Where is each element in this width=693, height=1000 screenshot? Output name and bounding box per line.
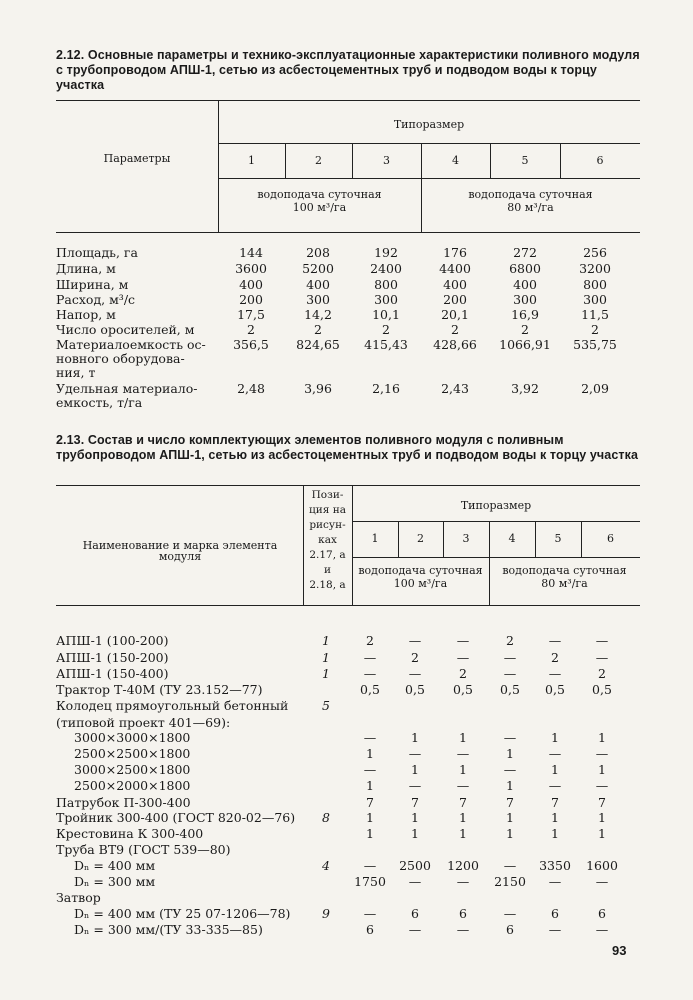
table2-cell: — bbox=[503, 730, 517, 745]
table2-row-label: 2500×2500×1800 bbox=[74, 746, 191, 761]
table1-cell: 2 bbox=[247, 322, 255, 337]
table1-cell: 415,43 bbox=[364, 337, 408, 352]
table2-cell: 1 bbox=[598, 810, 606, 825]
table1-cell: 2 bbox=[521, 322, 529, 337]
table2-size-header: 5 bbox=[554, 532, 562, 545]
table1-cell: 256 bbox=[583, 245, 607, 260]
table2-row-label: Крестовина К 300-400 bbox=[56, 826, 204, 841]
table1-cell: 4400 bbox=[439, 261, 471, 276]
table1-cell: 3600 bbox=[235, 261, 267, 276]
table1-cell: 400 bbox=[443, 277, 467, 292]
table2-header-bottom-rule bbox=[56, 605, 640, 606]
table1-cell: 272 bbox=[513, 245, 537, 260]
table2-cell: 2 bbox=[506, 633, 514, 648]
table1-cell: 6800 bbox=[509, 261, 541, 276]
table2-cell: 1 bbox=[506, 826, 514, 841]
table2-size-header: 4 bbox=[508, 532, 516, 545]
table2-cell: 1 bbox=[459, 730, 467, 745]
table2-cell: — bbox=[548, 874, 562, 889]
table2-cell: 1750 bbox=[354, 874, 386, 889]
table1-cell: 300 bbox=[513, 292, 537, 307]
table2-cell: 6 bbox=[598, 906, 606, 921]
table1-row-label: Материалоемкость ос- bbox=[56, 337, 206, 352]
table2-cell: 1 bbox=[411, 762, 419, 777]
table1-cell: 400 bbox=[306, 277, 330, 292]
table2-cell: 1 bbox=[459, 826, 467, 841]
table1-cell: 300 bbox=[306, 292, 330, 307]
table2-sizes-rule bbox=[352, 557, 640, 558]
table2-cell: — bbox=[363, 650, 377, 665]
table1-cell: 356,5 bbox=[233, 337, 269, 352]
table1-cell: 800 bbox=[374, 277, 398, 292]
table2-size-header: 6 bbox=[607, 532, 614, 545]
table1-cell: 2 bbox=[382, 322, 390, 337]
table1-row-label: новного оборудова- bbox=[56, 351, 185, 366]
table2-cell: — bbox=[456, 922, 470, 937]
table2-cell: 1 bbox=[459, 762, 467, 777]
table2-cell: 7 bbox=[411, 795, 419, 810]
table2-cell: 1600 bbox=[586, 858, 618, 873]
table2-cell: — bbox=[408, 746, 422, 761]
table2-row-label: АПШ-1 (100-200) bbox=[56, 633, 169, 648]
table2-cell: 1200 bbox=[447, 858, 479, 873]
table2-cell: 1 bbox=[366, 778, 374, 793]
table2-cell: 1 bbox=[551, 810, 559, 825]
table2-row-label: 2500×2000×1800 bbox=[74, 778, 191, 793]
table2-cell: 6 bbox=[506, 922, 514, 937]
table2-cell: 7 bbox=[459, 795, 467, 810]
table2-cell: 1 bbox=[411, 810, 419, 825]
table2-cell: — bbox=[408, 778, 422, 793]
page-number: 93 bbox=[612, 943, 627, 958]
table2-caption: 2.13. Состав и число комплектующих элементов поливного модуля с поливным трубопроводом АПШ-1, сетью из асбестоцементных труб и подводом воды к торцу участка bbox=[56, 433, 638, 462]
table2-row-position: 5 bbox=[322, 698, 330, 713]
table2-cell: 1 bbox=[598, 762, 606, 777]
table2-row-label: Dₙ = 300 мм/(ТУ 33-335—85) bbox=[74, 922, 263, 937]
table2-position-header-line: рисун- bbox=[309, 519, 346, 531]
table2-cell: 0,5 bbox=[592, 682, 612, 697]
table1-caption: 2.12. Основные параметры и технико-эксплуатационные характеристики поливного модуля с трубопроводом АПШ-1, сетью из асбестоцементных труб и подводом воды к торцу участка bbox=[56, 48, 640, 92]
table2-cell: — bbox=[408, 874, 422, 889]
table1-header-bottom-rule bbox=[56, 232, 640, 233]
table2-cell: — bbox=[456, 778, 470, 793]
table2-row-label: Труба ВТ9 (ГОСТ 539—80) bbox=[56, 842, 231, 857]
table2-cell: 2150 bbox=[494, 874, 526, 889]
table2-row-label: Патрубок П-300-400 bbox=[56, 795, 191, 810]
table2-position-header-line: Пози- bbox=[311, 489, 344, 501]
table2-row-label: Dₙ = 300 мм bbox=[74, 874, 156, 889]
table2-cell: — bbox=[548, 746, 562, 761]
table1-cell: 16,9 bbox=[511, 307, 539, 322]
table1-cell: 2,48 bbox=[237, 381, 265, 396]
table1-cell: 208 bbox=[306, 245, 330, 260]
table2-cell: — bbox=[363, 666, 377, 681]
table2-cell: 7 bbox=[598, 795, 606, 810]
table1-cell: 17,5 bbox=[237, 307, 265, 322]
table1-cell: 800 bbox=[583, 277, 607, 292]
table2-row-label: Тройник 300-400 (ГОСТ 820-02—76) bbox=[56, 810, 296, 825]
table2-cell: — bbox=[595, 778, 609, 793]
table2-cell: — bbox=[408, 633, 422, 648]
table2-cell: 1 bbox=[551, 762, 559, 777]
table2-position-header-line: ция на bbox=[309, 504, 346, 516]
table2-cell: 7 bbox=[551, 795, 559, 810]
table2-row-label: Dₙ = 400 мм (ТУ 25 07-1206—78) bbox=[74, 906, 291, 921]
table1-typesize-header: Типоразмер bbox=[393, 118, 465, 131]
table1-cell: 2 bbox=[591, 322, 599, 337]
table2-row-label: Колодец прямоугольный бетонный bbox=[56, 698, 289, 713]
table1-size-header: 3 bbox=[383, 154, 390, 167]
table2-cell: — bbox=[595, 874, 609, 889]
table1-cell: 144 bbox=[239, 245, 263, 260]
table2-cell: — bbox=[548, 633, 562, 648]
table2-group2-line1: водоподача суточная bbox=[502, 564, 627, 577]
table1-cell: 2,09 bbox=[581, 381, 609, 396]
table1-cell: 192 bbox=[374, 245, 398, 260]
table2-cell: — bbox=[408, 922, 422, 937]
table1-cell: 14,2 bbox=[304, 307, 332, 322]
table2-cell: 1 bbox=[506, 810, 514, 825]
table1-group1-line1: водоподача суточная bbox=[257, 188, 382, 201]
table1-row-label: Напор, м bbox=[56, 307, 116, 322]
table2-cell: — bbox=[503, 858, 517, 873]
table1-row-label: Ширина, м bbox=[56, 277, 129, 292]
table1-cell: 428,66 bbox=[433, 337, 477, 352]
table2-cell: — bbox=[503, 906, 517, 921]
table2-typesize-header: Типоразмер bbox=[460, 499, 532, 512]
table2-cell: 6 bbox=[551, 906, 559, 921]
table1-size-header: 4 bbox=[452, 154, 459, 167]
table2-cell: 0,5 bbox=[500, 682, 520, 697]
table1-group1-line2: 100 м³/га bbox=[292, 201, 347, 214]
table2-cell: 2500 bbox=[399, 858, 431, 873]
table2-cell: — bbox=[363, 858, 377, 873]
table1-cell: 20,1 bbox=[441, 307, 469, 322]
table1-cell: 2,43 bbox=[441, 381, 469, 396]
table1-cell: 200 bbox=[239, 292, 263, 307]
table2-cell: 1 bbox=[506, 746, 514, 761]
table2-cell: — bbox=[408, 666, 422, 681]
table2-cell: 3350 bbox=[539, 858, 571, 873]
table1-cell: 400 bbox=[239, 277, 263, 292]
table2-cell: 0,5 bbox=[545, 682, 565, 697]
table1-cell: 3200 bbox=[579, 261, 611, 276]
table1-cell: 1066,91 bbox=[499, 337, 551, 352]
table2-cell: — bbox=[595, 633, 609, 648]
table2-cell: — bbox=[595, 650, 609, 665]
table2-cell: 0,5 bbox=[453, 682, 473, 697]
table2-cell: 1 bbox=[598, 826, 606, 841]
table1-size-header: 2 bbox=[315, 154, 322, 167]
table1-cell: 200 bbox=[443, 292, 467, 307]
table1-size-header: 1 bbox=[248, 154, 255, 167]
table2-cell: — bbox=[548, 922, 562, 937]
table2-row-label: 3000×3000×1800 bbox=[74, 730, 191, 745]
table2-row-position: 1 bbox=[322, 633, 330, 648]
table2-cell: 1 bbox=[459, 810, 467, 825]
table2-cell: — bbox=[503, 666, 517, 681]
table1-params-header: Параметры bbox=[103, 152, 171, 165]
table2-cell: — bbox=[595, 922, 609, 937]
table2-row-label: АПШ-1 (150-400) bbox=[56, 666, 169, 681]
table2-cell: — bbox=[548, 666, 562, 681]
table2-cell: 2 bbox=[598, 666, 606, 681]
table1-top-rule bbox=[56, 100, 640, 101]
table2-top-rule bbox=[56, 485, 640, 486]
table1-size-header: 6 bbox=[596, 154, 604, 167]
table1-cell: 400 bbox=[513, 277, 537, 292]
table2-cell: 7 bbox=[366, 795, 374, 810]
table2-position-header-line: 2.17, а bbox=[309, 549, 346, 561]
table2-cell: 1 bbox=[551, 826, 559, 841]
table1-cell: 10,1 bbox=[372, 307, 400, 322]
table1-size-header: 5 bbox=[521, 154, 529, 167]
table1-row-label: ния, т bbox=[56, 365, 96, 380]
table2-cell: 0,5 bbox=[405, 682, 425, 697]
table2-cell: 0,5 bbox=[360, 682, 380, 697]
table1-cell: 535,75 bbox=[573, 337, 617, 352]
table2-cell: — bbox=[548, 778, 562, 793]
table2-cell: 6 bbox=[411, 906, 419, 921]
table2-group1-line2: 100 м³/га bbox=[393, 577, 448, 590]
table2-row-position: 4 bbox=[322, 858, 330, 873]
table2-cell: 2 bbox=[366, 633, 374, 648]
table1-row-label: Число оросителей, м bbox=[56, 322, 195, 337]
table1-cell: 176 bbox=[443, 245, 467, 260]
table1-cell: 3,92 bbox=[511, 381, 539, 396]
table2-cell: — bbox=[363, 762, 377, 777]
table2-name-header: Наименование и марка элемента модуля bbox=[82, 539, 278, 563]
table1-row-label: Расход, м³/с bbox=[56, 292, 136, 307]
table1-cell: 824,65 bbox=[296, 337, 340, 352]
table1-row-label: Длина, м bbox=[56, 261, 116, 276]
table2-cell: 1 bbox=[366, 826, 374, 841]
table1-group2-line1: водоподача суточная bbox=[468, 188, 593, 201]
table2-cell: — bbox=[503, 762, 517, 777]
table2-cell: — bbox=[595, 746, 609, 761]
table2-cell: — bbox=[363, 730, 377, 745]
table2-row-label: Трактор Т-40М (ТУ 23.152—77) bbox=[56, 682, 263, 697]
table2-cell: 6 bbox=[459, 906, 467, 921]
table2-size-header: 1 bbox=[371, 532, 379, 545]
table2-row-label: Dₙ = 400 мм bbox=[74, 858, 156, 873]
table2-row-label: АПШ-1 (150-200) bbox=[56, 650, 169, 665]
table2-cell: — bbox=[456, 633, 470, 648]
table1-row-label: Удельная материало- bbox=[56, 381, 198, 396]
table2-cell: 1 bbox=[551, 730, 559, 745]
table2-cell: 1 bbox=[598, 730, 606, 745]
table2-cell: — bbox=[363, 906, 377, 921]
table2-position-header-line: ках bbox=[318, 534, 337, 546]
table2-cell: — bbox=[456, 746, 470, 761]
table1-cell: 11,5 bbox=[581, 307, 609, 322]
table2-cell: — bbox=[456, 650, 470, 665]
table2-row-position: 1 bbox=[322, 650, 330, 665]
table2-row-label: (типовой проект 401—69): bbox=[56, 715, 231, 730]
table2-cell: 1 bbox=[411, 730, 419, 745]
table1-cell: 2 bbox=[451, 322, 459, 337]
table1-cell: 300 bbox=[374, 292, 398, 307]
table2-row-label: 3000×2500×1800 bbox=[74, 762, 191, 777]
table2-group1-line1: водоподача суточная bbox=[358, 564, 483, 577]
table1-row-label: емкость, т/га bbox=[56, 395, 143, 410]
table2-row-label: Затвор bbox=[56, 890, 101, 905]
table2-cell: 1 bbox=[411, 826, 419, 841]
table2-cell: 1 bbox=[366, 810, 374, 825]
table2-cell: 2 bbox=[411, 650, 419, 665]
table2-group2-line2: 80 м³/га bbox=[541, 577, 588, 590]
table2-cell: 1 bbox=[366, 746, 374, 761]
table2-size-header: 2 bbox=[417, 532, 424, 545]
table1-cell: 300 bbox=[583, 292, 607, 307]
table2-row-position: 8 bbox=[322, 810, 330, 825]
table1-cell: 2,16 bbox=[372, 381, 400, 396]
table1-cell: 3,96 bbox=[304, 381, 332, 396]
table2-row-position: 9 bbox=[322, 906, 330, 921]
table2-cell: 2 bbox=[551, 650, 559, 665]
table2-cell: — bbox=[456, 874, 470, 889]
table1-cell: 2 bbox=[314, 322, 322, 337]
table2-cell: 6 bbox=[366, 922, 374, 937]
table1-cell: 5200 bbox=[302, 261, 334, 276]
table2-cell: 7 bbox=[506, 795, 514, 810]
table1-typesize-rule bbox=[218, 143, 640, 144]
table2-cell: — bbox=[503, 650, 517, 665]
table1-group2-line2: 80 м³/га bbox=[507, 201, 554, 214]
table2-cell: 2 bbox=[459, 666, 467, 681]
table1-sizes-rule bbox=[218, 178, 640, 179]
table2-size-header: 3 bbox=[462, 532, 470, 545]
table1-row-label: Площадь, га bbox=[56, 245, 138, 260]
table2-row-position: 1 bbox=[322, 666, 330, 681]
table2-position-header-line: и bbox=[324, 564, 331, 576]
table2-position-header-line: 2.18, а bbox=[309, 579, 346, 591]
table2-cell: 1 bbox=[506, 778, 514, 793]
table1-cell: 2400 bbox=[370, 261, 402, 276]
table2-typesize-rule bbox=[352, 521, 640, 522]
